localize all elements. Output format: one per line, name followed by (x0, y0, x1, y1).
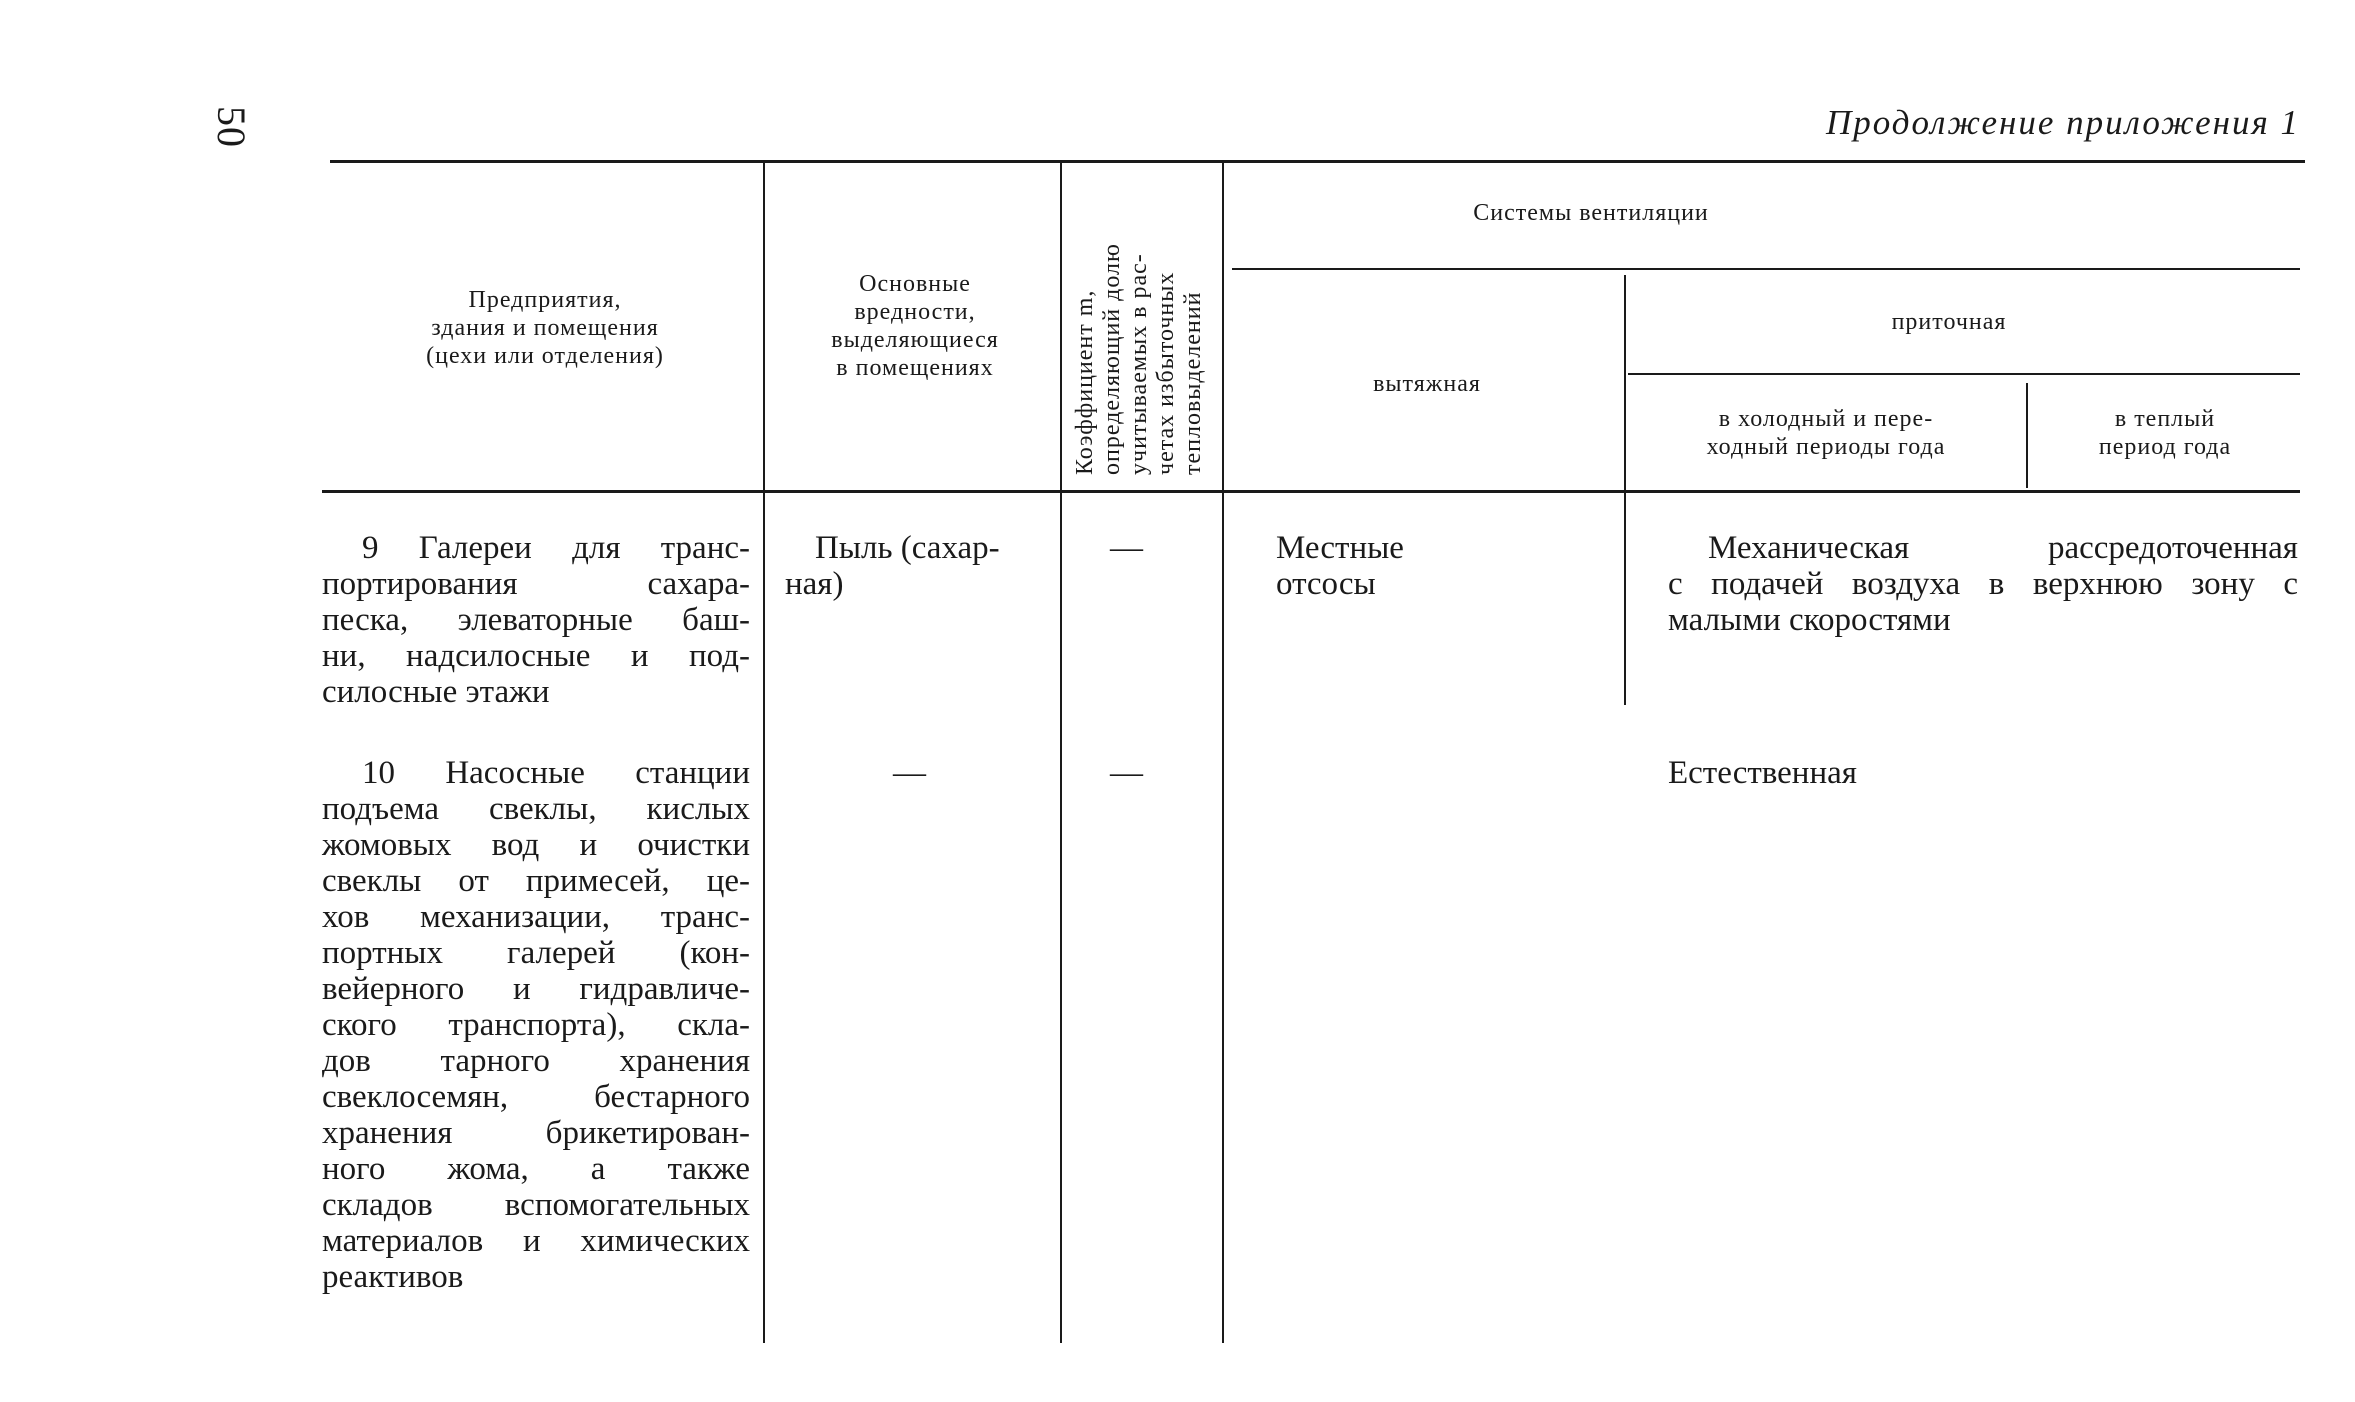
header-enterprises: Предприятия, здания и помещения (цехи или отделения) (426, 287, 664, 369)
row9-coefficient: — (1110, 530, 1143, 566)
header-supply-warm: в теплый период года (2098, 406, 2232, 460)
page-number: 50 (209, 106, 254, 148)
row9-harmful: Пыль (сахар- ная) (785, 530, 1000, 602)
header-coefficient: Коэффициент m, определяющий долю учитываемых в рас- четах избыточных тепловыделений (1072, 243, 1206, 475)
col-divider-3 (1222, 163, 1224, 1343)
col-divider-1 (763, 163, 765, 1343)
table-top-rule (330, 160, 2305, 163)
header-harmful-factors: Основные вредности, выделяющиеся в помещениях (831, 271, 999, 381)
row10-coefficient: — (1110, 755, 1143, 791)
running-head: Продолжение приложения 1 (1825, 103, 2300, 142)
row9-enterprise: 9 Галереи для транс- портирования сахара- песка, элеваторные баш- ни, надсилосные и под- силосные этажи (322, 530, 750, 710)
systems-rule (1232, 268, 2300, 270)
row10-harmful: — (893, 755, 926, 791)
row10-enterprise: 10 Насосные станции подъема свеклы, кислых жомовых вод и очистки свеклы от примесей, це- хов механизации, транс- портных галерей (кон- вейерного и гидравличе- ского транспорта), скла- дов тарного хранения свеклосемян, бестарного хранения брикетирован- ного жома, а также складов вспомогательных материалов и химических реактивов (322, 755, 750, 1295)
row10-ventilation: Естественная (1668, 755, 1857, 791)
supply-rule (1628, 373, 2300, 375)
header-ventilation-systems: Системы вентиляции (1473, 200, 1709, 226)
header-bottom-rule (322, 490, 2300, 493)
header-supply-cold: в холодный и пере- ходный периоды года (1706, 406, 1946, 460)
col-divider-5 (2026, 383, 2028, 488)
col-divider-2 (1060, 163, 1062, 1343)
row9-supply: Механическая рассредоточенная с подачей воздуха в верхнюю зону с малыми скоростями (1668, 530, 2298, 638)
header-supply: приточная (1891, 309, 2007, 335)
row9-exhaust: Местные отсосы (1276, 530, 1404, 602)
col-divider-4 (1624, 275, 1626, 705)
header-exhaust: вытяжная (1373, 371, 1481, 397)
